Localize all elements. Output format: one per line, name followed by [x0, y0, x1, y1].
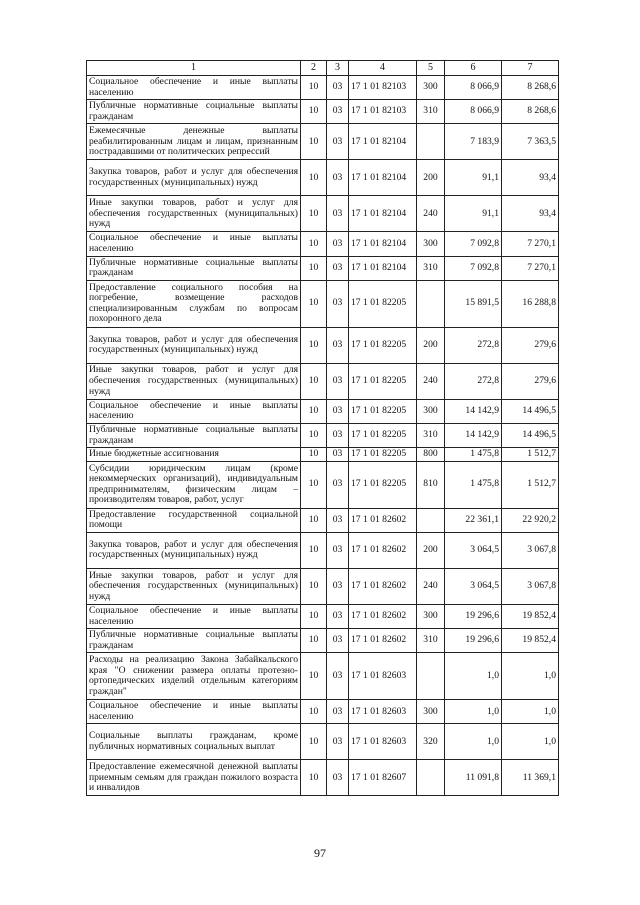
row-section-cell: 10: [301, 423, 327, 447]
row-section-cell: 10: [301, 568, 327, 604]
row-amount-year2-cell: 1,0: [502, 653, 559, 700]
row-amount-year2-cell: 3 067,8: [502, 568, 559, 604]
row-amount-year2-cell: 1 512,7: [502, 461, 559, 508]
table-row: [87, 76, 559, 100]
row-amount-year2-cell: 93,4: [502, 196, 559, 232]
row-section-cell: 10: [301, 653, 327, 700]
row-name-cell: Социальное обеспечение и иные выплаты населению: [87, 232, 301, 256]
row-subsection-cell: 03: [327, 448, 349, 462]
table-row: [87, 100, 559, 124]
row-amount-year2-cell: 3 067,8: [502, 532, 559, 568]
row-subsection-cell: 03: [327, 700, 349, 724]
row-amount-year1-cell: 1 475,8: [445, 448, 502, 462]
row-amount-year1-cell: 1,0: [445, 653, 502, 700]
row-target-code-cell: 17 1 01 82205: [349, 399, 417, 423]
row-expense-type-cell: 200: [417, 160, 445, 196]
row-target-code-cell: 17 1 01 82104: [349, 160, 417, 196]
row-subsection-cell: 03: [327, 196, 349, 232]
row-amount-year2-cell: 14 496,5: [502, 423, 559, 447]
row-target-code-cell: 17 1 01 82602: [349, 532, 417, 568]
row-subsection-cell: 03: [327, 508, 349, 532]
row-subsection-cell: 03: [327, 568, 349, 604]
row-section-cell: 10: [301, 760, 327, 796]
row-subsection-cell: 03: [327, 256, 349, 280]
row-expense-type-cell: 240: [417, 568, 445, 604]
column-header-3: 3: [327, 61, 349, 76]
row-name-cell: Публичные нормативные социальные выплаты гражданам: [87, 423, 301, 447]
row-expense-type-cell: 300: [417, 700, 445, 724]
row-name-cell: Социальное обеспечение и иные выплаты населению: [87, 399, 301, 423]
row-target-code-cell: 17 1 01 82205: [349, 461, 417, 508]
row-name-cell: Публичные нормативные социальные выплаты гражданам: [87, 629, 301, 653]
column-header-7: 7: [502, 61, 559, 76]
column-header-6: 6: [445, 61, 502, 76]
row-section-cell: 10: [301, 160, 327, 196]
row-expense-type-cell: [417, 653, 445, 700]
row-section-cell: 10: [301, 448, 327, 462]
row-expense-type-cell: [417, 124, 445, 160]
row-subsection-cell: 03: [327, 363, 349, 399]
row-section-cell: 10: [301, 700, 327, 724]
row-target-code-cell: 17 1 01 82602: [349, 568, 417, 604]
row-amount-year1-cell: 7 092,8: [445, 256, 502, 280]
row-name-cell: Расходы на реализацию Закона Забайкальского края "О снижении размера оплаты протезно-ортопедических изделий отдельным категориям граждан": [87, 653, 301, 700]
row-target-code-cell: 17 1 01 82205: [349, 280, 417, 327]
table-row: [87, 700, 559, 724]
row-amount-year1-cell: 7 092,8: [445, 232, 502, 256]
table-row: [87, 124, 559, 160]
row-subsection-cell: 03: [327, 100, 349, 124]
row-amount-year2-cell: 8 268,6: [502, 100, 559, 124]
row-name-cell: Ежемесячные денежные выплаты реабилитированным лицам и лицам, признанным пострадавшими от политических репрессий: [87, 124, 301, 160]
row-subsection-cell: 03: [327, 461, 349, 508]
row-subsection-cell: 03: [327, 232, 349, 256]
row-target-code-cell: 17 1 01 82602: [349, 604, 417, 628]
row-target-code-cell: 17 1 01 82103: [349, 76, 417, 100]
table-row: [87, 363, 559, 399]
row-subsection-cell: 03: [327, 629, 349, 653]
row-expense-type-cell: 300: [417, 76, 445, 100]
table-row: [87, 508, 559, 532]
row-subsection-cell: 03: [327, 399, 349, 423]
row-target-code-cell: 17 1 01 82205: [349, 327, 417, 363]
row-section-cell: 10: [301, 100, 327, 124]
row-expense-type-cell: 300: [417, 604, 445, 628]
row-name-cell: Предоставление ежемесячной денежной выплаты приемным семьям для граждан пожилого возраста и инвалидов: [87, 760, 301, 796]
row-target-code-cell: 17 1 01 82104: [349, 196, 417, 232]
table-row: [87, 448, 559, 462]
column-header-1: 1: [87, 61, 301, 76]
row-amount-year2-cell: 14 496,5: [502, 399, 559, 423]
row-expense-type-cell: 240: [417, 363, 445, 399]
row-subsection-cell: 03: [327, 724, 349, 760]
table-row: [87, 461, 559, 508]
row-amount-year1-cell: 1,0: [445, 724, 502, 760]
row-name-cell: Публичные нормативные социальные выплаты гражданам: [87, 256, 301, 280]
row-subsection-cell: 03: [327, 760, 349, 796]
row-name-cell: Закупка товаров, работ и услуг для обеспечения государственных (муниципальных) нужд: [87, 160, 301, 196]
row-section-cell: 10: [301, 604, 327, 628]
row-subsection-cell: 03: [327, 280, 349, 327]
row-target-code-cell: 17 1 01 82104: [349, 256, 417, 280]
row-subsection-cell: 03: [327, 423, 349, 447]
row-amount-year2-cell: 22 920,2: [502, 508, 559, 532]
row-expense-type-cell: 310: [417, 256, 445, 280]
row-amount-year2-cell: 19 852,4: [502, 604, 559, 628]
table-row: [87, 232, 559, 256]
table-row: [87, 423, 559, 447]
row-expense-type-cell: [417, 508, 445, 532]
table-row: [87, 256, 559, 280]
header-row: [87, 61, 559, 76]
row-expense-type-cell: 310: [417, 423, 445, 447]
table-row: [87, 760, 559, 796]
row-section-cell: 10: [301, 532, 327, 568]
row-amount-year2-cell: 11 369,1: [502, 760, 559, 796]
row-target-code-cell: 17 1 01 82205: [349, 423, 417, 447]
row-expense-type-cell: 240: [417, 196, 445, 232]
row-name-cell: Социальное обеспечение и иные выплаты населению: [87, 700, 301, 724]
row-amount-year2-cell: 7 270,1: [502, 256, 559, 280]
row-expense-type-cell: [417, 760, 445, 796]
row-amount-year2-cell: 19 852,4: [502, 629, 559, 653]
row-target-code-cell: 17 1 01 82103: [349, 100, 417, 124]
row-expense-type-cell: 320: [417, 724, 445, 760]
row-amount-year2-cell: 7 363,5: [502, 124, 559, 160]
row-name-cell: Социальные выплаты гражданам, кроме публичных нормативных социальных выплат: [87, 724, 301, 760]
row-name-cell: Закупка товаров, работ и услуг для обеспечения государственных (муниципальных) нужд: [87, 532, 301, 568]
row-name-cell: Предоставление государственной социальной помощи: [87, 508, 301, 532]
row-subsection-cell: 03: [327, 604, 349, 628]
table-row: [87, 280, 559, 327]
row-amount-year1-cell: 19 296,6: [445, 629, 502, 653]
row-amount-year2-cell: 16 288,8: [502, 280, 559, 327]
row-name-cell: Предоставление социального пособия на погребение, возмещение расходов специализированным службам по вопросам похоронного дела: [87, 280, 301, 327]
row-amount-year1-cell: 91,1: [445, 196, 502, 232]
table-row: [87, 629, 559, 653]
table-row: [87, 653, 559, 700]
table-row: [87, 327, 559, 363]
row-target-code-cell: 17 1 01 82205: [349, 363, 417, 399]
row-name-cell: Иные закупки товаров, работ и услуг для обеспечения государственных (муниципальных) нужд: [87, 363, 301, 399]
table-body: [87, 76, 559, 796]
table-row: [87, 604, 559, 628]
budget-table: [86, 60, 559, 796]
row-amount-year2-cell: 279,6: [502, 327, 559, 363]
row-amount-year1-cell: 15 891,5: [445, 280, 502, 327]
row-section-cell: 10: [301, 232, 327, 256]
row-amount-year1-cell: 11 091,8: [445, 760, 502, 796]
row-amount-year1-cell: 8 066,9: [445, 100, 502, 124]
row-amount-year1-cell: 1 475,8: [445, 461, 502, 508]
row-expense-type-cell: 200: [417, 327, 445, 363]
row-name-cell: Иные бюджетные ассигнования: [87, 448, 301, 462]
row-amount-year1-cell: 91,1: [445, 160, 502, 196]
row-amount-year1-cell: 3 064,5: [445, 532, 502, 568]
table-row: [87, 160, 559, 196]
row-amount-year1-cell: 3 064,5: [445, 568, 502, 604]
row-target-code-cell: 17 1 01 82104: [349, 124, 417, 160]
row-section-cell: 10: [301, 196, 327, 232]
row-amount-year2-cell: 7 270,1: [502, 232, 559, 256]
row-expense-type-cell: [417, 280, 445, 327]
column-header-4: 4: [349, 61, 417, 76]
row-amount-year2-cell: 93,4: [502, 160, 559, 196]
row-subsection-cell: 03: [327, 653, 349, 700]
row-expense-type-cell: 310: [417, 100, 445, 124]
table-row: [87, 568, 559, 604]
row-amount-year1-cell: 14 142,9: [445, 423, 502, 447]
row-amount-year2-cell: 8 268,6: [502, 76, 559, 100]
row-amount-year1-cell: 272,8: [445, 327, 502, 363]
row-target-code-cell: 17 1 01 82603: [349, 653, 417, 700]
row-section-cell: 10: [301, 327, 327, 363]
row-target-code-cell: 17 1 01 82205: [349, 448, 417, 462]
row-subsection-cell: 03: [327, 124, 349, 160]
column-header-5: 5: [417, 61, 445, 76]
row-subsection-cell: 03: [327, 160, 349, 196]
row-section-cell: 10: [301, 399, 327, 423]
row-amount-year2-cell: 279,6: [502, 363, 559, 399]
row-section-cell: 10: [301, 508, 327, 532]
row-subsection-cell: 03: [327, 532, 349, 568]
row-section-cell: 10: [301, 724, 327, 760]
row-amount-year2-cell: 1,0: [502, 700, 559, 724]
row-amount-year1-cell: 14 142,9: [445, 399, 502, 423]
column-header-2: 2: [301, 61, 327, 76]
row-name-cell: Иные закупки товаров, работ и услуг для обеспечения государственных (муниципальных) нужд: [87, 568, 301, 604]
row-expense-type-cell: 300: [417, 232, 445, 256]
row-name-cell: Субсидии юридическим лицам (кроме некоммерческих организаций), индивидуальным предпринимателям, физическим лицам – производителям товаров, работ, услуг: [87, 461, 301, 508]
row-section-cell: 10: [301, 124, 327, 160]
row-amount-year1-cell: 7 183,9: [445, 124, 502, 160]
table-row: [87, 399, 559, 423]
row-amount-year2-cell: 1,0: [502, 724, 559, 760]
row-name-cell: Публичные нормативные социальные выплаты гражданам: [87, 100, 301, 124]
row-name-cell: Закупка товаров, работ и услуг для обеспечения государственных (муниципальных) нужд: [87, 327, 301, 363]
row-section-cell: 10: [301, 76, 327, 100]
table-row: [87, 196, 559, 232]
row-target-code-cell: 17 1 01 82603: [349, 700, 417, 724]
row-expense-type-cell: 310: [417, 629, 445, 653]
row-amount-year2-cell: 1 512,7: [502, 448, 559, 462]
table-row: [87, 532, 559, 568]
row-amount-year1-cell: 8 066,9: [445, 76, 502, 100]
page-number: 97: [314, 846, 326, 860]
row-target-code-cell: 17 1 01 82603: [349, 724, 417, 760]
row-expense-type-cell: 800: [417, 448, 445, 462]
row-expense-type-cell: 300: [417, 399, 445, 423]
row-section-cell: 10: [301, 256, 327, 280]
row-name-cell: Социальное обеспечение и иные выплаты населению: [87, 76, 301, 100]
row-amount-year1-cell: 22 361,1: [445, 508, 502, 532]
row-amount-year1-cell: 272,8: [445, 363, 502, 399]
row-expense-type-cell: 810: [417, 461, 445, 508]
row-section-cell: 10: [301, 363, 327, 399]
row-target-code-cell: 17 1 01 82602: [349, 629, 417, 653]
row-section-cell: 10: [301, 629, 327, 653]
row-target-code-cell: 17 1 01 82104: [349, 232, 417, 256]
row-name-cell: Иные закупки товаров, работ и услуг для обеспечения государственных (муниципальных) нужд: [87, 196, 301, 232]
row-subsection-cell: 03: [327, 76, 349, 100]
row-target-code-cell: 17 1 01 82602: [349, 508, 417, 532]
row-amount-year1-cell: 19 296,6: [445, 604, 502, 628]
row-expense-type-cell: 200: [417, 532, 445, 568]
row-amount-year1-cell: 1,0: [445, 700, 502, 724]
table-row: [87, 724, 559, 760]
row-section-cell: 10: [301, 461, 327, 508]
row-target-code-cell: 17 1 01 82607: [349, 760, 417, 796]
row-name-cell: Социальное обеспечение и иные выплаты населению: [87, 604, 301, 628]
row-section-cell: 10: [301, 280, 327, 327]
row-subsection-cell: 03: [327, 327, 349, 363]
